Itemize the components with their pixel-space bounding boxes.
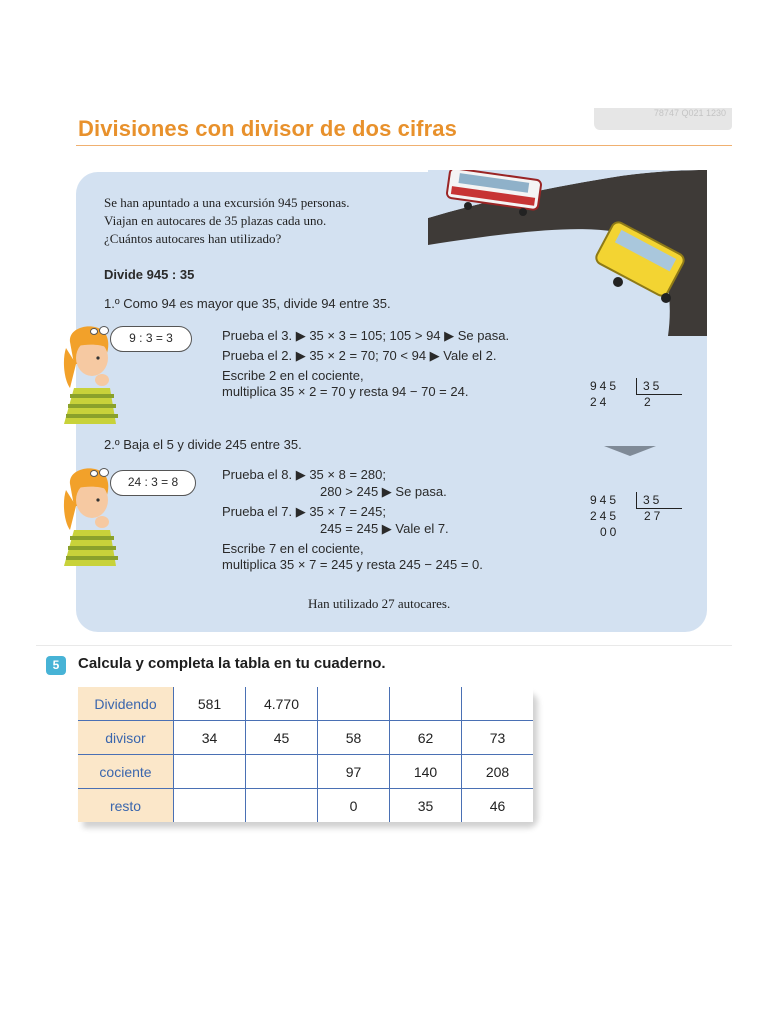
page-title: Divisiones con divisor de dos cifras	[78, 116, 457, 141]
division-step2	[590, 492, 680, 542]
dividend: 945	[590, 493, 620, 507]
thought-bubble: 9 : 3 = 3	[110, 326, 192, 352]
step-arrow-icon	[604, 446, 656, 456]
page-code-tab	[594, 108, 732, 130]
thought-bubble: 24 : 3 = 8	[110, 470, 196, 496]
table-cell	[390, 687, 462, 721]
title-divider	[76, 145, 732, 146]
partial-remainder: 245	[590, 509, 620, 523]
table-row	[78, 755, 533, 789]
trial-line: Prueba el 3. ▶ 35 × 3 = 105; 105 > 94 ▶ Se pasa.	[222, 328, 510, 343]
table-cell	[174, 755, 246, 789]
instruction-line: Escribe 7 en el cociente,	[222, 541, 364, 556]
table-cell: 140	[390, 755, 462, 789]
final-remainder: 00	[600, 525, 620, 539]
row-header-resto: resto	[78, 789, 174, 823]
road-buses-illustration	[428, 170, 707, 336]
step2-heading: 2.º Baja el 5 y divide 245 entre 35.	[104, 437, 302, 452]
exercise-table	[78, 687, 533, 822]
problem-line: Se han apuntado a una excursión 945 personas.	[104, 195, 350, 210]
partial-remainder: 24	[590, 395, 610, 409]
row-header-divisor: divisor	[78, 721, 174, 755]
thought-dot	[90, 470, 98, 477]
table-cell: 581	[174, 687, 246, 721]
table-cell	[246, 789, 318, 823]
table-cell: 208	[462, 755, 534, 789]
trial-line: Prueba el 8. ▶ 35 × 8 = 280;	[222, 467, 386, 482]
page-code: 78747 Q021 1230	[653, 108, 726, 118]
table-cell: 46	[462, 789, 534, 823]
thought-dot	[99, 326, 109, 335]
row-header-cociente: cociente	[78, 755, 174, 789]
division-step1	[590, 378, 680, 412]
quotient: 27	[636, 508, 682, 523]
trial-line: 280 > 245 ▶ Se pasa.	[320, 484, 447, 499]
table-cell	[246, 755, 318, 789]
instruction-line: Escribe 2 en el cociente,	[222, 368, 364, 383]
table-cell: 35	[390, 789, 462, 823]
thought-dot	[99, 468, 109, 477]
table-cell: 73	[462, 721, 534, 755]
step1-heading: 1.º Como 94 es mayor que 35, divide 94 entre 35.	[104, 296, 391, 311]
table-row	[78, 721, 533, 755]
table-row	[78, 789, 533, 823]
table-cell: 0	[318, 789, 390, 823]
exercise-instruction: Calcula y completa la tabla en tu cuaderno.	[78, 655, 386, 672]
conclusion: Han utilizado 27 autocares.	[308, 596, 451, 611]
trial-line: Prueba el 7. ▶ 35 × 7 = 245;	[222, 504, 386, 519]
step2-trials	[222, 466, 449, 537]
step1-trials	[222, 326, 509, 366]
dividend: 945	[590, 379, 620, 393]
instruction-line: multiplica 35 × 7 = 245 y resta 245 − 245 = 0.	[222, 557, 483, 572]
problem-statement	[104, 194, 350, 248]
divisor: 35	[636, 378, 662, 394]
table-cell	[318, 687, 390, 721]
step1-instructions	[222, 368, 468, 400]
table-cell: 34	[174, 721, 246, 755]
table-row	[78, 687, 533, 721]
exercise-number-badge: 5	[46, 656, 66, 675]
table-cell: 4.770	[246, 687, 318, 721]
section-divider	[36, 645, 732, 646]
problem-line: Viajan en autocares de 35 plazas cada uno.	[104, 213, 327, 228]
table-cell: 97	[318, 755, 390, 789]
quotient: 2	[636, 394, 682, 409]
trial-line: 245 = 245 ▶ Vale el 7.	[320, 521, 449, 536]
table-cell: 45	[246, 721, 318, 755]
problem-question: ¿Cuántos autocares han utilizado?	[104, 231, 282, 246]
divide-label: Divide 945 : 35	[104, 267, 195, 282]
divisor: 35	[636, 492, 662, 508]
table-cell: 62	[390, 721, 462, 755]
instruction-line: multiplica 35 × 2 = 70 y resta 94 − 70 = 24.	[222, 384, 469, 399]
table-cell: 58	[318, 721, 390, 755]
row-header-dividendo: Dividendo	[78, 687, 174, 721]
table-cell	[462, 687, 534, 721]
trial-line: Prueba el 2. ▶ 35 × 2 = 70; 70 < 94 ▶ Vale el 2.	[222, 348, 497, 363]
thought-dot	[90, 328, 98, 335]
step2-instructions	[222, 541, 483, 573]
table-cell	[174, 789, 246, 823]
